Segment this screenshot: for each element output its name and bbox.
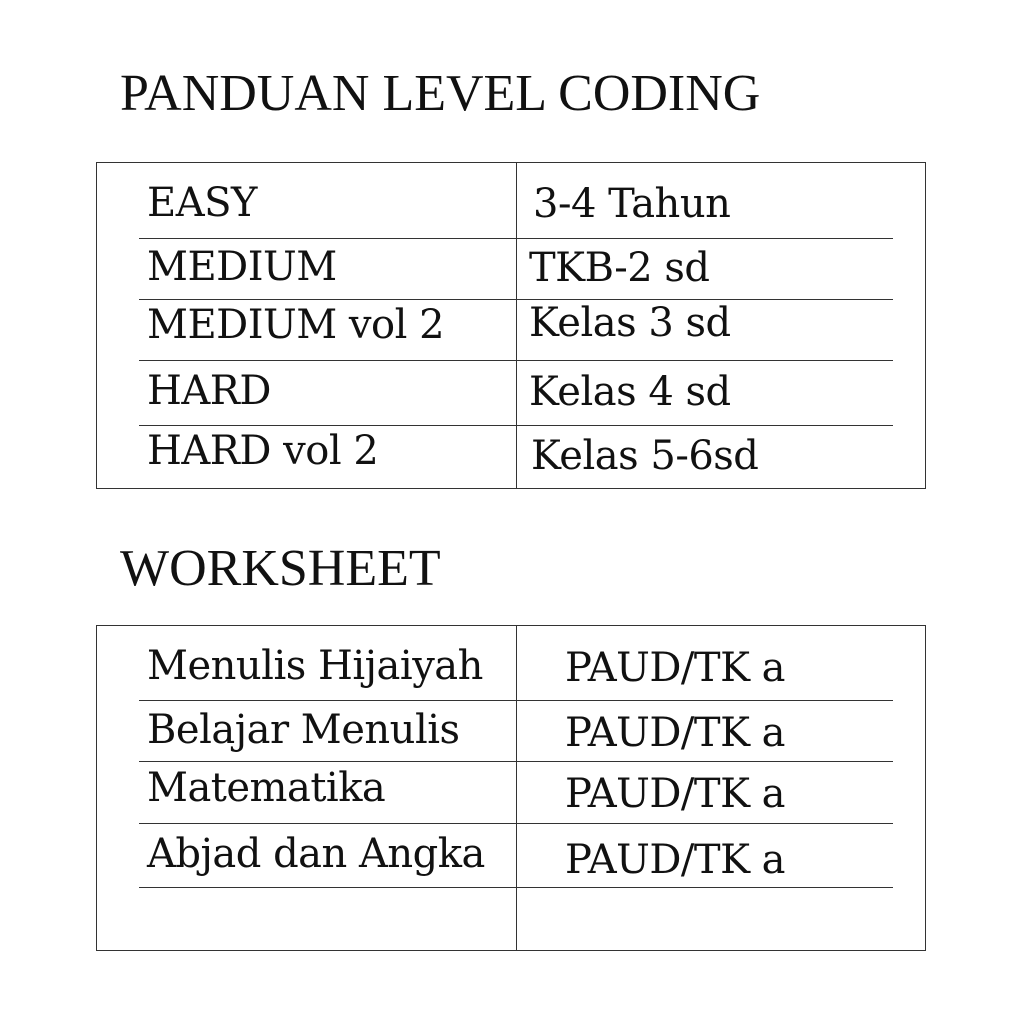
target-cell: Kelas 5-6sd	[531, 433, 759, 479]
worksheet-grade-cell: PAUD/TK a	[565, 710, 786, 756]
worksheet-table	[96, 625, 926, 951]
worksheet-title: WORKSHEET	[120, 540, 441, 597]
worksheet-name-cell: Belajar Menulis	[147, 707, 460, 753]
target-cell: TKB-2 sd	[529, 245, 710, 291]
worksheet-name-cell: Menulis Hijaiyah	[147, 643, 483, 689]
worksheet-name-cell: Abjad dan Angka	[147, 831, 485, 877]
worksheet-grade-cell: PAUD/TK a	[565, 645, 786, 691]
target-cell: 3-4 Tahun	[533, 181, 731, 227]
target-cell: Kelas 3 sd	[529, 300, 731, 346]
worksheet-grade-cell: PAUD/TK a	[565, 771, 786, 817]
row-divider	[139, 299, 893, 300]
level-cell: MEDIUM vol 2	[147, 302, 445, 348]
level-cell: EASY	[147, 180, 257, 226]
row-divider	[139, 700, 893, 701]
target-cell: Kelas 4 sd	[529, 369, 731, 415]
level-cell: HARD	[147, 368, 271, 414]
level-cell: HARD vol 2	[147, 428, 379, 474]
row-divider	[139, 761, 893, 762]
coding-level-guide-title: PANDUAN LEVEL CODING	[120, 65, 761, 122]
column-divider	[516, 626, 517, 950]
row-divider	[139, 887, 893, 888]
column-divider	[516, 163, 517, 488]
row-divider	[139, 425, 893, 426]
level-cell: MEDIUM	[147, 244, 337, 290]
worksheet-name-cell: Matematika	[147, 765, 386, 811]
worksheet-grade-cell: PAUD/TK a	[565, 837, 786, 883]
row-divider	[139, 823, 893, 824]
coding-level-table	[96, 162, 926, 489]
row-divider	[139, 360, 893, 361]
row-divider	[139, 238, 893, 239]
